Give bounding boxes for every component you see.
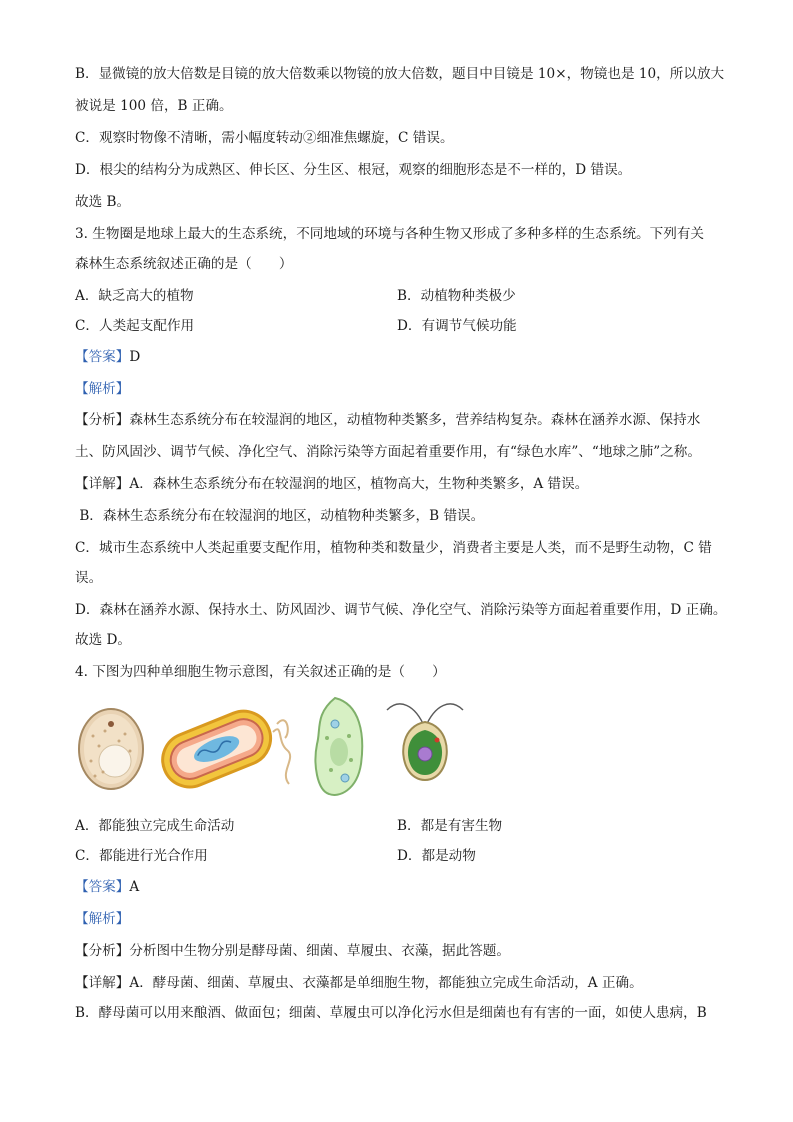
answer-value: D (129, 349, 141, 365)
xiangjie-tag: 【详解】 (75, 476, 130, 492)
q3-fenxi-line2: 土、防风固沙、调节气候、净化空气、消除污染等方面起着重要作用，有“绿色水库”、“地球之肺”之称。 (75, 444, 701, 460)
q2-option-b-explanation-line1: B．显微镜的放大倍数是目镜的放大倍数乘以物镜的放大倍数，题目中目镜是 10×，物镜也是 10，所以放大 (75, 66, 725, 82)
q2-option-d-explanation: D．根尖的结构分为成熟区、伸长区、分生区、根冠，观察的细胞形态是不一样的，D 错误。 (75, 162, 632, 178)
q3-stem-line1: 3. 生物圈是地球上最大的生态系统，不同地域的环境与各种生物又形成了多种多样的生态系统。下列有关 (75, 226, 705, 242)
q4-figure (75, 692, 475, 804)
q2-option-b-explanation-line2: 被说是 100 倍，B 正确。 (75, 98, 233, 114)
fenxi-tag: 【分析】 (75, 412, 130, 428)
q2-option-c-explanation: C．观察时物像不清晰，需小幅度转动②细准焦螺旋，C 错误。 (75, 130, 454, 146)
q4-fenxi (75, 942, 725, 960)
q4-stem: 4. 下图为四种单细胞生物示意图，有关叙述正确的是（ ） (75, 664, 446, 680)
q4-xiangjie-a (75, 974, 725, 992)
q3-xiangjie-d: D．森林在涵养水源、保持水土、防风固沙、调节气候、净化空气、消除污染等方面起着重要作用，D 正确。 (75, 602, 727, 618)
q2-conclusion: 故选 B。 (75, 194, 131, 210)
q3-option-b: B．动植物种类极少 (397, 288, 516, 304)
q3-stem-line2: 森林生态系统叙述正确的是（ ） (75, 256, 293, 272)
q4-option-b: B．都是有害生物 (397, 818, 503, 834)
q4-answer (75, 878, 725, 896)
xiangjie-a-text: A．森林生态系统分布在较湿润的地区，植物高大，生物种类繁多，A 错误。 (129, 476, 589, 492)
q4-analysis-tag: 【解析】 (75, 911, 130, 927)
chlamydomonas-icon (385, 692, 465, 787)
answer-tag: 【答案】 (75, 879, 130, 895)
q4-xiangjie-b: B．酵母菌可以用来酿酒、做面包；细菌、草履虫可以净化污水但是细菌也有有害的一面，如使人患病，B (75, 1005, 707, 1021)
q4-option-c: C．都能进行光合作用 (75, 848, 208, 864)
paramecium-icon (305, 694, 375, 802)
q3-xiangjie-b: B．森林生态系统分布在较湿润的地区，动植物种类繁多，B 错误。 (75, 508, 485, 524)
xiangjie-tag: 【详解】 (75, 975, 130, 991)
q3-option-c: C．人类起支配作用 (75, 318, 195, 334)
q3-fenxi-line1 (75, 411, 725, 429)
q3-answer (75, 348, 725, 366)
q3-conclusion: 故选 D。 (75, 632, 132, 648)
q3-xiangjie-a (75, 475, 725, 493)
fenxi-text: 分析图中生物分别是酵母菌、细菌、草履虫、衣藻，据此答题。 (129, 943, 510, 959)
xiangjie-a-text: A．酵母菌、细菌、草履虫、衣藻都是单细胞生物，都能独立完成生命活动，A 正确。 (129, 975, 643, 991)
yeast-cell-icon (75, 706, 147, 792)
fenxi-text: 森林生态系统分布在较湿润的地区，动植物种类繁多，营养结构复杂。森林在涵养水源、保持水 (129, 412, 701, 428)
answer-tag: 【答案】 (75, 349, 130, 365)
bacterium-icon (155, 702, 295, 792)
q3-option-d: D．有调节气候功能 (397, 318, 517, 334)
answer-value: A (129, 879, 140, 895)
q3-option-a: A．缺乏高大的植物 (75, 288, 194, 304)
q3-xiangjie-c-line2: 误。 (75, 570, 103, 586)
fenxi-tag: 【分析】 (75, 943, 130, 959)
q3-analysis-tag: 【解析】 (75, 381, 130, 397)
q4-option-a: A．都能独立完成生命活动 (75, 818, 235, 834)
q3-xiangjie-c-line1: C．城市生态系统中人类起重要支配作用，植物种类和数量少，消费者主要是人类，而不是野生动物，C 错 (75, 540, 712, 556)
q4-option-d: D．都是动物 (397, 848, 476, 864)
